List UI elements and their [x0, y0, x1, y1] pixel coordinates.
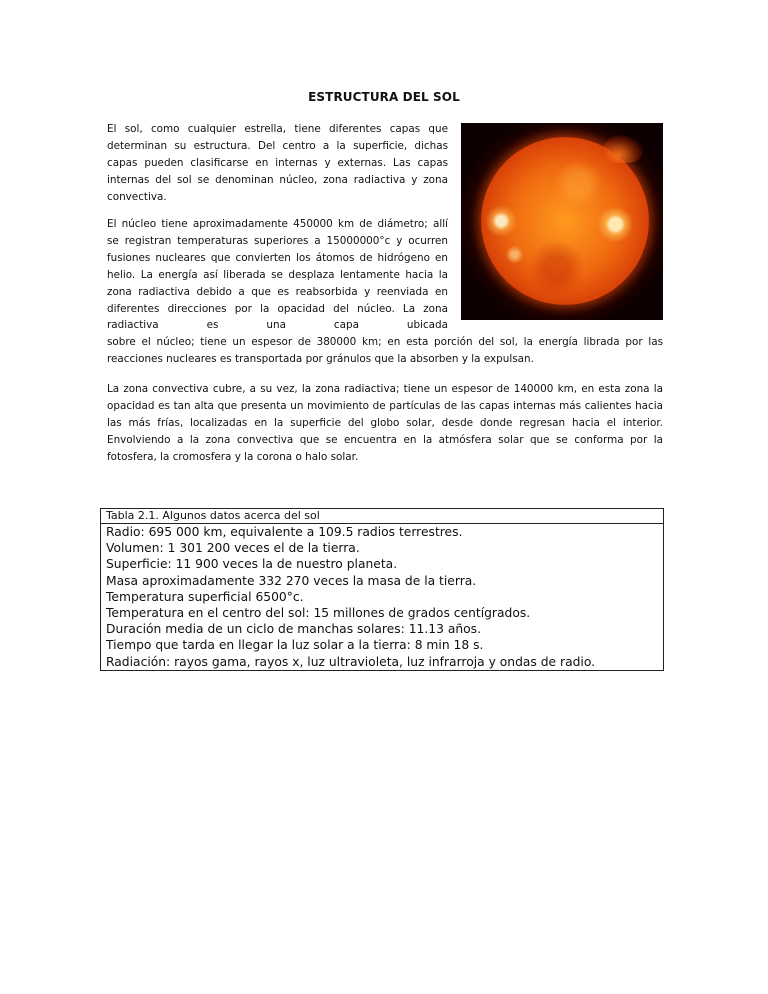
table-row: Duración media de un ciclo de manchas solares: 11.13 años. — [106, 622, 481, 637]
table-row: Temperatura superficial 6500°c. — [106, 589, 304, 604]
table-row: Masa aproximadamente 332 270 veces la masa de la tierra. — [106, 573, 477, 588]
paragraph-intro: El sol, como cualquier estrella, tiene diferentes capas que determinan su estructura. Del centro a la superficie, dichas capas pueden clasificarse en internas y externas. Las capas internas del sol se denominan núcleo, zona radiactiva y zona convectiva. — [107, 123, 448, 203]
table-body-cell — [101, 524, 664, 671]
table-caption: Tabla 2.1. Algunos datos acerca del sol — [101, 509, 664, 524]
paragraph-convective-zone: La zona convectiva cubre, a su vez, la zona radiactiva; tiene un espesor de 140000 km, en esta zona la opacidad es tan alta que presenta un movimiento de partículas de las capas internas más calientes hacia las más frías, localizadas en la superficie del globo solar, desde donde regresan hacia el interior. Envolviendo a la zona convectiva que se encuentra en la atmósfera solar que se conforma por la fotosfera, la cromosfera y la corona o halo solar. — [107, 383, 663, 463]
sun-data-table — [100, 508, 664, 671]
table-row: Volumen: 1 301 200 veces el de la tierra. — [106, 541, 360, 556]
table-row: Tiempo que tarda en llegar la luz solar a la tierra: 8 min 18 s. — [106, 638, 484, 653]
table-row: Temperatura en el centro del sol: 15 millones de grados centígrados. — [106, 606, 531, 621]
solar-flare — [603, 135, 643, 163]
table-row: Superficie: 11 900 veces la de nuestro planeta. — [106, 557, 398, 572]
table-row: Radiación: rayos gama, rayos x, luz ultravioleta, luz infrarroja y ondas de radio. — [106, 654, 596, 669]
document-title: ESTRUCTURA DEL SOL — [308, 90, 460, 104]
paragraph-core-part2: sobre el núcleo; tiene un espesor de 380000 km; en esta porción del sol, la energía librada por las reacciones nucleares es transportada por gránulos que la absorben y la expulsan. — [107, 336, 663, 365]
table-row: Radio: 695 000 km, equivalente a 109.5 radios terrestres. — [106, 525, 463, 539]
sun-photo — [461, 123, 663, 320]
paragraph-core-part1: El núcleo tiene aproximadamente 450000 km de diámetro; allí se registran temperaturas superiores a 15000000°c y ocurren fusiones nucleares que convierten los átomos de hidrógeno en helio. La energía así liberada se desplaza lentamente hacia la zona radiactiva debido a que es reabsorbida y reenviada en diferentes direcciones por la opacidad del núcleo. La zona radiactiva es una capa ubicada — [107, 218, 448, 332]
